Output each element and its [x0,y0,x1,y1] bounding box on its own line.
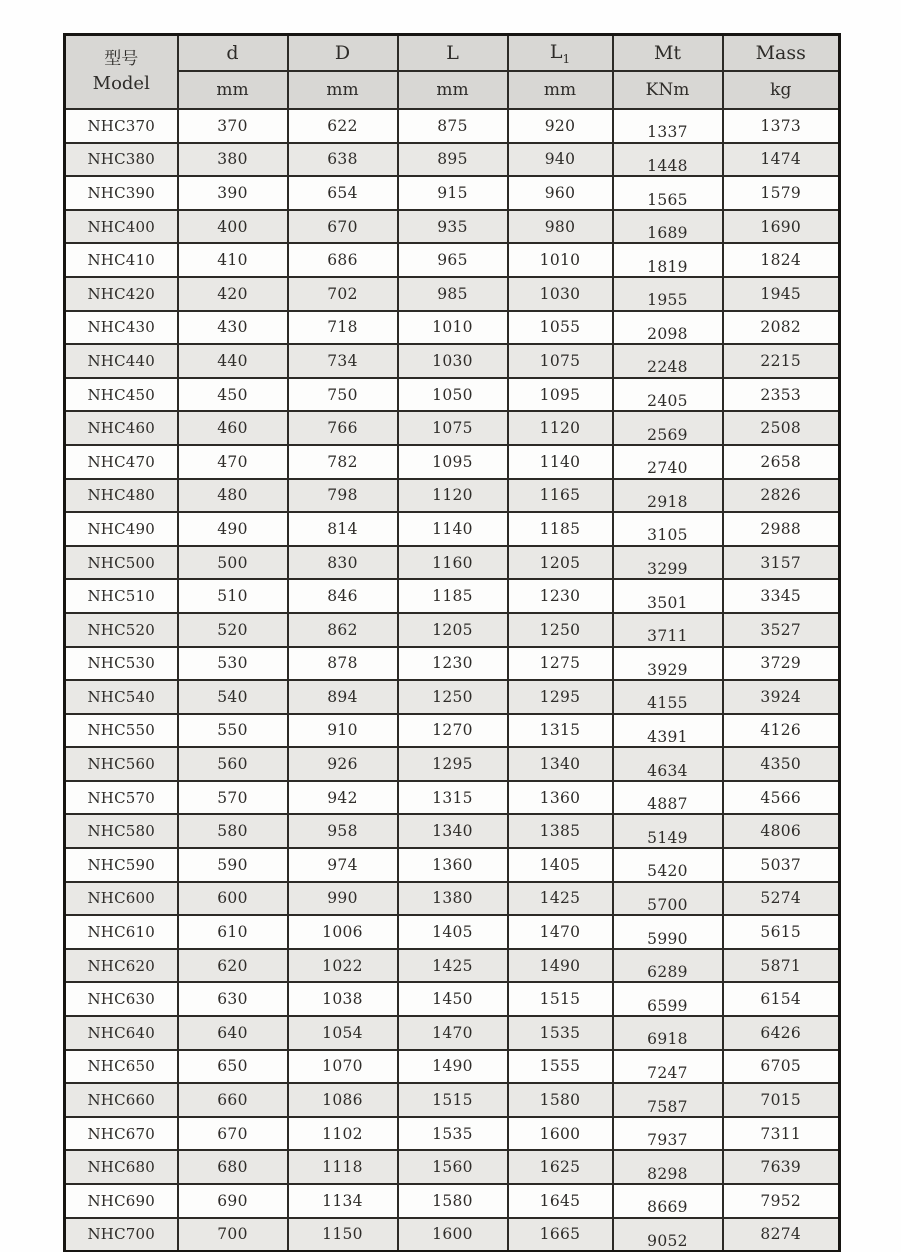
value-cell: 1205 [398,613,508,647]
value-cell: 1205 [508,546,613,580]
unit-header-D: mm [288,71,398,109]
value-cell: 4350 [723,747,840,781]
value-cell: 420 [178,277,288,311]
value-cell: 3345 [723,579,840,613]
value-cell: 935 [398,210,508,244]
table-row [65,579,840,613]
table-row [65,546,840,580]
value-cell: 3157 [723,546,840,580]
model-cell: NHC620 [65,949,178,983]
value-cell: 1690 [723,210,840,244]
value-cell: 690 [178,1184,288,1218]
value-cell: 5037 [723,848,840,882]
value-cell: 1120 [508,411,613,445]
value-cell: 915 [398,176,508,210]
value-cell: 3105 [613,512,723,546]
value-cell: 1075 [508,344,613,378]
unit-header-Mass: kg [723,71,840,109]
model-cell: NHC610 [65,915,178,949]
value-cell: 1022 [288,949,398,983]
value-cell: 550 [178,714,288,748]
table-row [65,1117,840,1151]
value-cell: 734 [288,344,398,378]
value-cell: 6918 [613,1016,723,1050]
value-cell: 1405 [508,848,613,882]
col-header-L1: $L_1$ [508,35,613,72]
value-cell: 1230 [508,579,613,613]
value-cell: 1945 [723,277,840,311]
value-cell: 1030 [398,344,508,378]
value-cell: 1580 [398,1184,508,1218]
value-cell: 390 [178,176,288,210]
model-cell: NHC490 [65,512,178,546]
value-cell: 3729 [723,647,840,681]
value-cell: 1515 [508,982,613,1016]
value-cell: 1450 [398,982,508,1016]
value-cell: 530 [178,647,288,681]
table-row [65,378,840,412]
value-cell: 470 [178,445,288,479]
value-cell: 650 [178,1050,288,1084]
value-cell: 2569 [613,411,723,445]
col-header-d: d [178,35,288,72]
value-cell: 862 [288,613,398,647]
value-cell: 2405 [613,378,723,412]
value-cell: 1625 [508,1150,613,1184]
table-row [65,814,840,848]
value-cell: 1824 [723,243,840,277]
value-cell: 1140 [398,512,508,546]
value-cell: 1490 [508,949,613,983]
value-cell: 1030 [508,277,613,311]
value-cell: 1515 [398,1083,508,1117]
value-cell: 5990 [613,915,723,949]
value-cell: 670 [178,1117,288,1151]
model-cell: NHC480 [65,479,178,513]
value-cell: 5615 [723,915,840,949]
value-cell: 1095 [398,445,508,479]
model-cell: NHC650 [65,1050,178,1084]
model-cell: NHC690 [65,1184,178,1218]
value-cell: 1360 [508,781,613,815]
table-row [65,479,840,513]
value-cell: 700 [178,1218,288,1252]
value-cell: 6289 [613,949,723,983]
header-row-labels [65,35,840,72]
value-cell: 620 [178,949,288,983]
table-row [65,915,840,949]
table-row [65,949,840,983]
value-cell: 654 [288,176,398,210]
value-cell: 878 [288,647,398,681]
value-cell: 1645 [508,1184,613,1218]
table-row [65,647,840,681]
value-cell: 7015 [723,1083,840,1117]
value-cell: 1102 [288,1117,398,1151]
table-row [65,1150,840,1184]
value-cell: 3527 [723,613,840,647]
value-cell: 1560 [398,1150,508,1184]
value-cell: 480 [178,479,288,513]
model-cell: NHC430 [65,311,178,345]
value-cell: 1315 [508,714,613,748]
value-cell: 570 [178,781,288,815]
unit-header-L: mm [398,71,508,109]
value-cell: 8298 [613,1150,723,1184]
value-cell: 974 [288,848,398,882]
value-cell: 410 [178,243,288,277]
value-cell: 894 [288,680,398,714]
table-header [65,35,840,110]
model-cell: NHC450 [65,378,178,412]
value-cell: 630 [178,982,288,1016]
value-cell: 1275 [508,647,613,681]
value-cell: 1373 [723,109,840,143]
value-cell: 5420 [613,848,723,882]
value-cell: 500 [178,546,288,580]
value-cell: 814 [288,512,398,546]
table-row [65,344,840,378]
value-cell: 702 [288,277,398,311]
value-cell: 1038 [288,982,398,1016]
table-row [65,143,840,177]
col-header-Mass: Mass [723,35,840,72]
model-cell: NHC680 [65,1150,178,1184]
model-cell: NHC510 [65,579,178,613]
value-cell: 3299 [613,546,723,580]
value-cell: 2658 [723,445,840,479]
value-cell: 1535 [398,1117,508,1151]
value-cell: 830 [288,546,398,580]
model-cell: NHC460 [65,411,178,445]
value-cell: 6426 [723,1016,840,1050]
value-cell: 875 [398,109,508,143]
table-row [65,176,840,210]
value-cell: 5700 [613,882,723,916]
value-cell: 9052 [613,1218,723,1252]
model-cell: NHC630 [65,982,178,1016]
value-cell: 590 [178,848,288,882]
value-cell: 1120 [398,479,508,513]
value-cell: 4634 [613,747,723,781]
value-cell: 750 [288,378,398,412]
model-cell: NHC670 [65,1117,178,1151]
value-cell: 1050 [398,378,508,412]
value-cell: 1230 [398,647,508,681]
value-cell: 1405 [398,915,508,949]
value-cell: 4887 [613,781,723,815]
model-cell: NHC530 [65,647,178,681]
model-cell: NHC420 [65,277,178,311]
unit-header-L1: mm [508,71,613,109]
table-row [65,848,840,882]
value-cell: 1425 [508,882,613,916]
model-header-zh: 型号 [104,48,139,69]
value-cell: 1086 [288,1083,398,1117]
value-cell: 895 [398,143,508,177]
value-cell: 1474 [723,143,840,177]
table-row [65,277,840,311]
value-cell: 2508 [723,411,840,445]
value-cell: 4391 [613,714,723,748]
model-cell: NHC390 [65,176,178,210]
value-cell: 1010 [398,311,508,345]
value-cell: 942 [288,781,398,815]
value-cell: 560 [178,747,288,781]
value-cell: 798 [288,479,398,513]
value-cell: 400 [178,210,288,244]
value-cell: 1118 [288,1150,398,1184]
value-cell: 920 [508,109,613,143]
value-cell: 7311 [723,1117,840,1151]
col-header-Mt: Mt [613,35,723,72]
table-row [65,109,840,143]
model-cell: NHC440 [65,344,178,378]
value-cell: 660 [178,1083,288,1117]
table-row [65,1218,840,1252]
header-row-units [65,71,840,109]
model-cell: NHC700 [65,1218,178,1252]
model-cell: NHC370 [65,109,178,143]
value-cell: 680 [178,1150,288,1184]
value-cell: 782 [288,445,398,479]
col-header-L: L [398,35,508,72]
value-cell: 7952 [723,1184,840,1218]
value-cell: 670 [288,210,398,244]
model-cell: NHC470 [65,445,178,479]
table-row [65,1050,840,1084]
table-row [65,445,840,479]
value-cell: 910 [288,714,398,748]
value-cell: 1385 [508,814,613,848]
value-cell: 2826 [723,479,840,513]
value-cell: 430 [178,311,288,345]
value-cell: 1055 [508,311,613,345]
value-cell: 1448 [613,143,723,177]
value-cell: 520 [178,613,288,647]
model-cell: NHC600 [65,882,178,916]
unit-header-d: mm [178,71,288,109]
table-row [65,714,840,748]
value-cell: 1160 [398,546,508,580]
table-row [65,613,840,647]
table-row [65,512,840,546]
value-cell: 7247 [613,1050,723,1084]
model-cell: NHC380 [65,143,178,177]
value-cell: 1555 [508,1050,613,1084]
value-cell: 2740 [613,445,723,479]
value-cell: 718 [288,311,398,345]
value-cell: 1470 [398,1016,508,1050]
table-row [65,680,840,714]
value-cell: 580 [178,814,288,848]
value-cell: 6705 [723,1050,840,1084]
value-cell: 990 [288,882,398,916]
value-cell: 3924 [723,680,840,714]
value-cell: 1565 [613,176,723,210]
value-cell: 638 [288,143,398,177]
model-cell: NHC570 [65,781,178,815]
value-cell: 965 [398,243,508,277]
value-cell: 4806 [723,814,840,848]
model-header-en: Model [92,73,150,95]
model-cell: NHC500 [65,546,178,580]
value-cell: 380 [178,143,288,177]
value-cell: 1819 [613,243,723,277]
value-cell: 610 [178,915,288,949]
value-cell: 1185 [508,512,613,546]
value-cell: 958 [288,814,398,848]
value-cell: 370 [178,109,288,143]
value-cell: 4566 [723,781,840,815]
table-row [65,411,840,445]
value-cell: 1270 [398,714,508,748]
model-cell: NHC640 [65,1016,178,1050]
table-row [65,210,840,244]
value-cell: 1070 [288,1050,398,1084]
model-cell: NHC410 [65,243,178,277]
value-cell: 6599 [613,982,723,1016]
value-cell: 3929 [613,647,723,681]
value-cell: 1295 [508,680,613,714]
value-cell: 1470 [508,915,613,949]
table-row [65,1184,840,1218]
value-cell: 4155 [613,680,723,714]
model-cell: NHC560 [65,747,178,781]
value-cell: 8274 [723,1218,840,1252]
value-cell: 1340 [508,747,613,781]
value-cell: 6154 [723,982,840,1016]
value-cell: 1295 [398,747,508,781]
col-header-D: D [288,35,398,72]
value-cell: 510 [178,579,288,613]
value-cell: 980 [508,210,613,244]
value-cell: 1580 [508,1083,613,1117]
value-cell: 1665 [508,1218,613,1252]
table-row [65,1083,840,1117]
value-cell: 440 [178,344,288,378]
value-cell: 1340 [398,814,508,848]
value-cell: 1150 [288,1218,398,1252]
value-cell: 1095 [508,378,613,412]
value-cell: 1134 [288,1184,398,1218]
value-cell: 1689 [613,210,723,244]
value-cell: 1165 [508,479,613,513]
table-row [65,982,840,1016]
value-cell: 960 [508,176,613,210]
value-cell: 1955 [613,277,723,311]
model-cell: NHC400 [65,210,178,244]
value-cell: 2082 [723,311,840,345]
model-cell: NHC550 [65,714,178,748]
value-cell: 1360 [398,848,508,882]
value-cell: 766 [288,411,398,445]
model-cell: NHC520 [65,613,178,647]
value-cell: 1600 [508,1117,613,1151]
value-cell: 7937 [613,1117,723,1151]
value-cell: 1250 [398,680,508,714]
value-cell: 7639 [723,1150,840,1184]
value-cell: 1006 [288,915,398,949]
unit-header-Mt: KNm [613,71,723,109]
value-cell: 622 [288,109,398,143]
table-row [65,781,840,815]
value-cell: 1579 [723,176,840,210]
value-cell: 1425 [398,949,508,983]
value-cell: 8669 [613,1184,723,1218]
value-cell: 600 [178,882,288,916]
value-cell: 2988 [723,512,840,546]
value-cell: 1490 [398,1050,508,1084]
value-cell: 2353 [723,378,840,412]
value-cell: 5871 [723,949,840,983]
value-cell: 7587 [613,1083,723,1117]
value-cell: 450 [178,378,288,412]
spec-table [63,33,841,1252]
value-cell: 1600 [398,1218,508,1252]
value-cell: 940 [508,143,613,177]
table-row [65,882,840,916]
table-row [65,243,840,277]
value-cell: 2215 [723,344,840,378]
value-cell: 1535 [508,1016,613,1050]
value-cell: 5149 [613,814,723,848]
value-cell: 540 [178,680,288,714]
value-cell: 640 [178,1016,288,1050]
model-header [65,35,178,110]
value-cell: 1337 [613,109,723,143]
table-body [65,109,840,1252]
model-cell: NHC580 [65,814,178,848]
value-cell: 490 [178,512,288,546]
value-cell: 2248 [613,344,723,378]
table-row [65,311,840,345]
value-cell: 1075 [398,411,508,445]
value-cell: 1315 [398,781,508,815]
value-cell: 460 [178,411,288,445]
model-cell: NHC590 [65,848,178,882]
value-cell: 926 [288,747,398,781]
model-cell: NHC660 [65,1083,178,1117]
value-cell: 3501 [613,579,723,613]
table-row [65,1016,840,1050]
value-cell: 3711 [613,613,723,647]
value-cell: 2918 [613,479,723,513]
value-cell: 1380 [398,882,508,916]
value-cell: 846 [288,579,398,613]
model-cell: NHC540 [65,680,178,714]
value-cell: 5274 [723,882,840,916]
value-cell: 1140 [508,445,613,479]
value-cell: 4126 [723,714,840,748]
value-cell: 686 [288,243,398,277]
value-cell: 1250 [508,613,613,647]
value-cell: 985 [398,277,508,311]
value-cell: 2098 [613,311,723,345]
value-cell: 1054 [288,1016,398,1050]
value-cell: 1185 [398,579,508,613]
value-cell: 1010 [508,243,613,277]
table-row [65,747,840,781]
